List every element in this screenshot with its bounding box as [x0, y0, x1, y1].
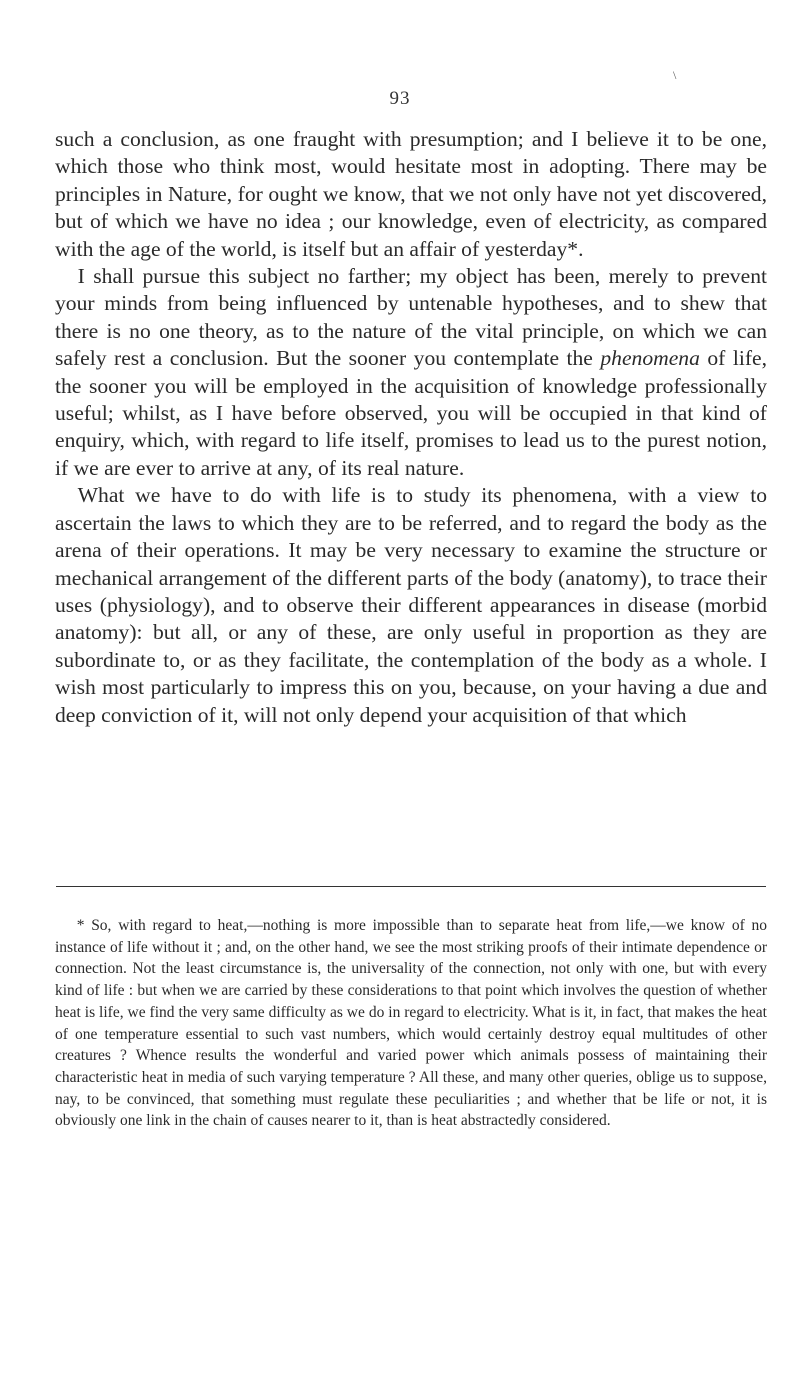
paragraph-1: such a conclusion, as one fraught with presumption; and I believe it to be one, which those who think most, would hesitate most in adopting. There may be principles in Nature, for ought we know, that we not only have not yet discovered, but of which we have no idea ; our knowledge, even of electricity, as compared with the age of the world, is itself but an affair of yesterday*.	[55, 127, 767, 261]
emphasis-phenomena: phenomena	[600, 346, 700, 371]
paragraph-3: What we have to do with life is to study its phenomena, with a view to ascertain the laws to which they are to be referred, and to regard the body as the arena of their operations. It may be very necessary to examine the structure or mechanical arrangement of the different parts of the body (anatomy), to trace their uses (physiology), and to observe their different appearances in disease (morbid anatomy): but all, or any of these, are only useful in proportion as they are subordinate to, or as they facilitate, the contemplation of the body as a whole. I wish most particularly to impress this on you, because, on your having a due and deep conviction of it, will not only depend your acquisition of that which	[55, 483, 767, 727]
footnote-divider	[56, 886, 766, 887]
margin-mark: \	[673, 68, 677, 82]
footnote: * So, with regard to heat,—nothing is more impossible than to separate heat from life,—we know of no instance of life without it ; and, on the other hand, we see the most striking proofs of their intimate dependence or connection. Not the least circumstance is, the universality of the connection, not only with one, but with every kind of life : but when we are carried by these considerations to that point which involves the question of whether heat is life, we find the very same difficulty as we do in regard to electricity. What is it, in fact, that makes the heat of one temperature essential to such vast numbers, which would certainly destroy equal multitudes of other creatures ? Whence results the wonderful and varied power which animals possess of maintaining their characteristic heat in media of such varying temperature ? All these, and many other queries, oblige us to suppose, nay, to be convinced, that something must regulate these peculiarities ; and whether that be life or not, it is obviously one link in the chain of causes nearer to it, than is heat abstractedly considered.	[55, 917, 767, 1130]
page-number: 93	[389, 88, 411, 109]
main-text	[55, 126, 767, 729]
paragraph-2: I shall pursue this subject no farther; my object has been, merely to prevent your minds from being influenced by untenable hypotheses, and to shew that there is no one theory, as to the nature of the vital principle, on which we can safely rest a conclusion. But the sooner you contemplate the phenomena of life, the sooner you will be employed in the acquisition of knowledge professionally useful; whilst, as I have before observed, you will be occupied in that kind of enquiry, which, with regard to life itself, promises to lead us to the purest notion, if we are ever to arrive at any, of its real nature.	[55, 264, 767, 480]
